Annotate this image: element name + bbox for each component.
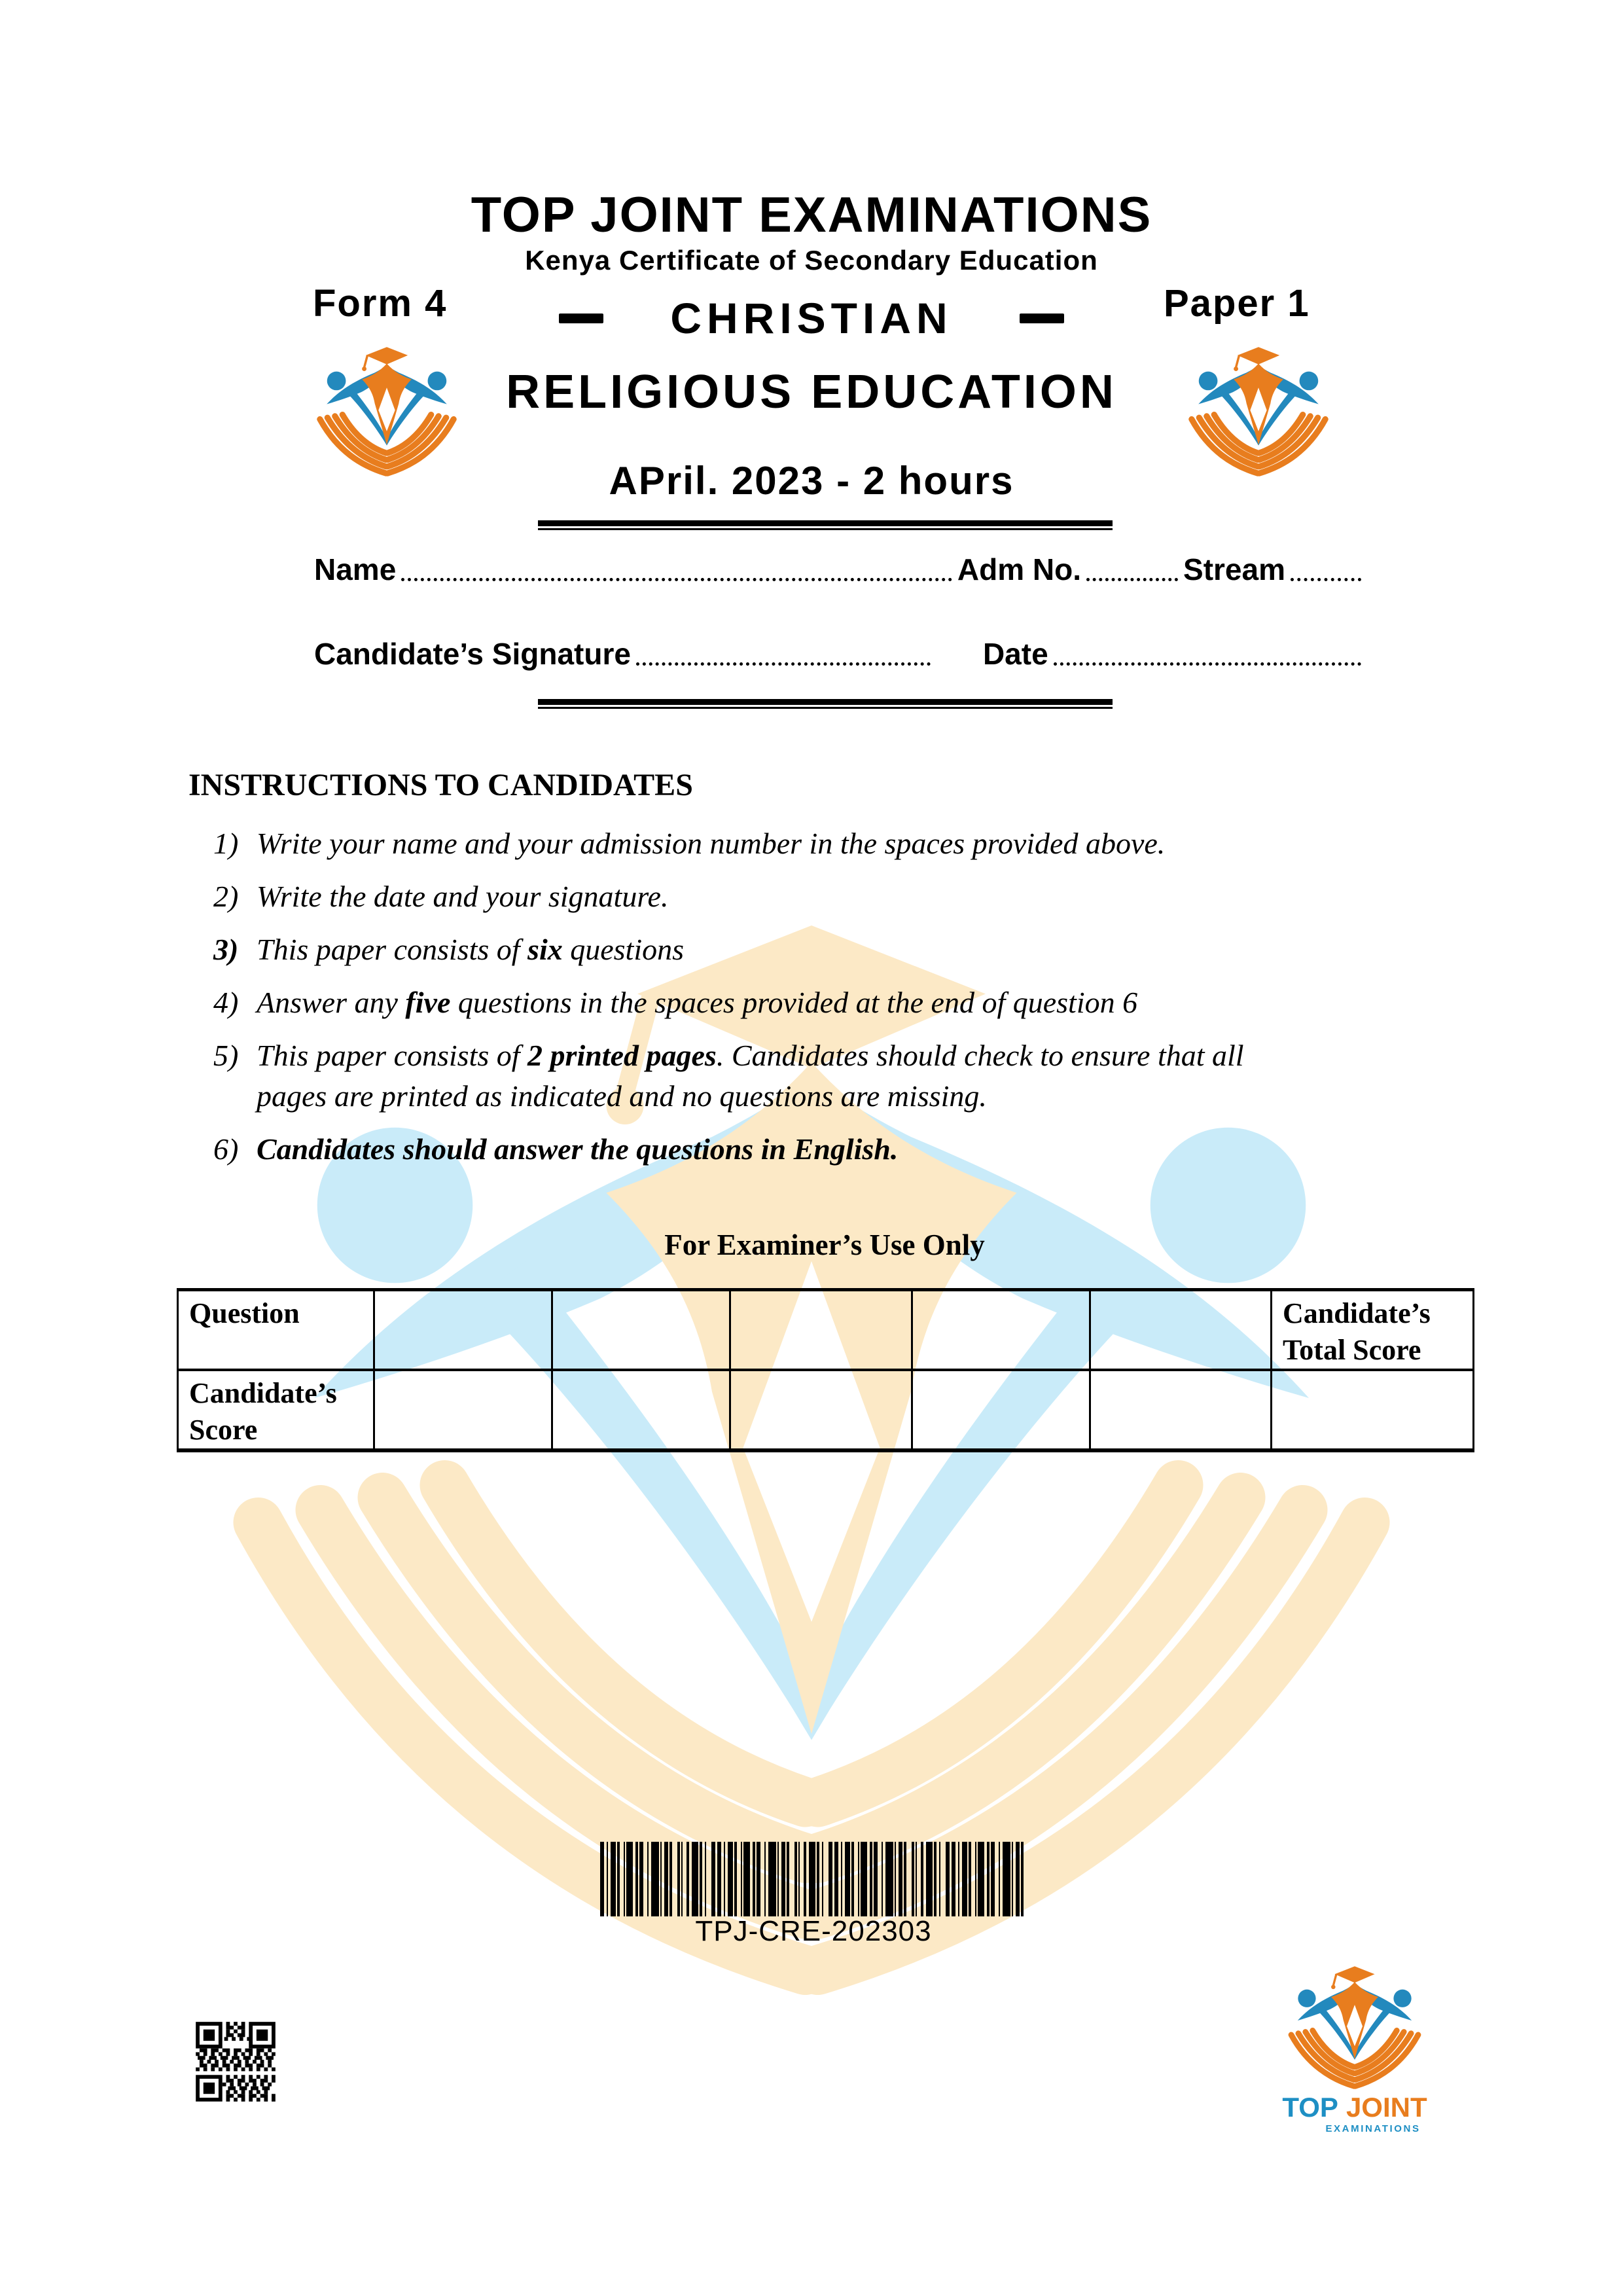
page-subtitle: Kenya Certificate of Secondary Education [525, 245, 1098, 276]
date-field [1054, 662, 1361, 666]
table-header-row [178, 1290, 1474, 1371]
logo-word-joint: JOINT [1346, 2092, 1427, 2123]
instruction-item [213, 1129, 1465, 1170]
signature-field [636, 662, 931, 666]
question-cell [552, 1290, 730, 1371]
name-label: Name [314, 552, 397, 586]
instruction-item [213, 823, 1465, 864]
instruction-item [213, 876, 1465, 917]
instruction-text: Write the date and your signature. [257, 880, 669, 913]
score-cell [730, 1370, 912, 1450]
table-score-row [178, 1370, 1474, 1450]
signature-row [314, 636, 1366, 672]
instructions-list [213, 823, 1465, 1182]
instruction-item [213, 1035, 1465, 1117]
score-label-cell: Candidate’s Score [178, 1370, 374, 1450]
instruction-text: Candidates should answer the questions in English. [257, 1132, 899, 1166]
barcode-label: TPJ-CRE-202303 [695, 1915, 932, 1947]
subject-name-line1: CHRISTIAN [670, 294, 953, 342]
question-cell [374, 1290, 552, 1371]
stream-label: Stream [1183, 552, 1285, 586]
qr-code [181, 2007, 291, 2117]
examiner-table [177, 1288, 1474, 1452]
signature-label: Candidate’s Signature [314, 637, 631, 671]
score-cell [374, 1370, 552, 1450]
instruction-text: This paper consists of 2 printed pages. Candidates should check to ensure that all pages are printed as indicated and no questions are missing. [257, 1039, 1244, 1113]
divider-rule [538, 520, 1113, 530]
instruction-number: 6) [213, 1132, 239, 1166]
instruction-item [213, 929, 1465, 970]
instruction-text: Answer any five questions in the spaces provided at the end of question 6 [257, 986, 1138, 1019]
logo-word-top: TOP [1282, 2092, 1338, 2123]
instruction-number: 4) [213, 986, 239, 1019]
question-cell [730, 1290, 912, 1371]
instructions-heading: INSTRUCTIONS TO CANDIDATES [188, 768, 693, 802]
score-cell [552, 1370, 730, 1450]
instruction-number: 2) [213, 880, 239, 913]
exam-session: APril. 2023 - 2 hours [609, 459, 1014, 503]
stream-field [1291, 578, 1361, 581]
instruction-item [213, 982, 1465, 1023]
form-level: Form 4 [313, 282, 448, 325]
footer-logo-subtext: EXAMINATIONS [1325, 2123, 1421, 2134]
divider-rule [538, 699, 1113, 709]
footer-logo-icon [1283, 1965, 1426, 2090]
instruction-text: Write your name and your admission number in the spaces provided above. [257, 827, 1166, 860]
instruction-text: This paper consists of six questions [257, 933, 685, 966]
question-cell [912, 1290, 1090, 1371]
question-header-cell: Question [178, 1290, 374, 1371]
score-cell [912, 1370, 1090, 1450]
date-label: Date [982, 637, 1048, 671]
subject-line-1 [0, 293, 1623, 343]
adm-no-label: Adm No. [957, 552, 1082, 586]
total-score-header-cell: Candidate’s Total Score [1272, 1290, 1474, 1371]
subject-name-line2: RELIGIOUS EDUCATION [506, 366, 1117, 418]
question-cell [1090, 1290, 1272, 1371]
score-cell [1090, 1370, 1272, 1450]
examiner-title: For Examiner’s Use Only [664, 1229, 985, 1261]
name-row [314, 552, 1366, 587]
instruction-number: 3) [213, 933, 239, 966]
footer-logo [1263, 1965, 1446, 2134]
adm-no-field [1086, 578, 1178, 581]
instruction-number: 5) [213, 1039, 239, 1072]
total-score-cell [1272, 1370, 1474, 1450]
paper-number: Paper 1 [1164, 282, 1310, 325]
name-field [401, 578, 952, 581]
right-dash [1020, 314, 1064, 323]
page-title: TOP JOINT EXAMINATIONS [471, 187, 1152, 243]
left-dash [559, 314, 603, 323]
footer-logo-wordmark [1263, 2094, 1446, 2121]
barcode [598, 1842, 1029, 1916]
instruction-number: 1) [213, 827, 239, 860]
